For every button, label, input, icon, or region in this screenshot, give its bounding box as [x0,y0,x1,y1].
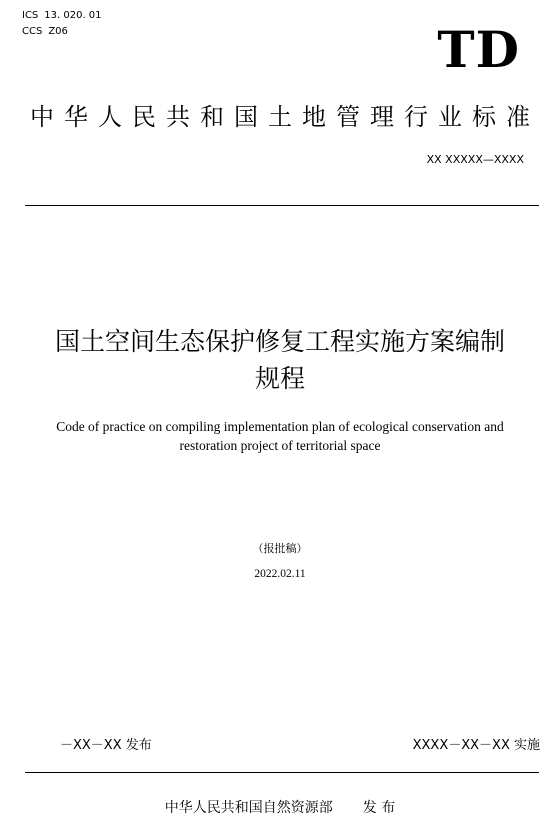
chinese-title [20,323,540,397]
ics-code: 13. 020. 01 [44,10,102,21]
ics-label: ICS [22,10,39,21]
english-title [20,417,540,455]
english-title-line-1: Code of practice on compiling implementation plan of ecological conservation and [56,419,504,434]
english-title-line-2: restoration project of territorial space [179,438,381,453]
chinese-title-line-1: 国土空间生态保护修复工程实施方案编制 [54,327,505,356]
ics-line [22,10,102,22]
bottom-divider [25,772,539,773]
effective-date: XXXX－XX－XX 实施 [412,738,540,753]
issue-date: －XX－XX 发布 [60,738,152,753]
chinese-title-line-2: 规程 [254,364,305,393]
ccs-label: CCS [22,26,43,37]
publisher-name: 中华人民共和国自然资源部 [164,800,333,816]
draft-status: （报批稿） [252,542,308,555]
organization-title: 中华人民共和国土地管理行业标准 [30,103,540,131]
publish-word: 发 布 [362,800,396,816]
top-divider [25,205,539,206]
ccs-code: Z06 [48,26,68,37]
draft-date: 2022.02.11 [254,568,306,580]
ccs-line [22,26,68,38]
standard-logo: TD [437,20,520,79]
standard-number: XX XXXXX—XXXX [426,153,524,166]
publisher-line [0,798,560,818]
